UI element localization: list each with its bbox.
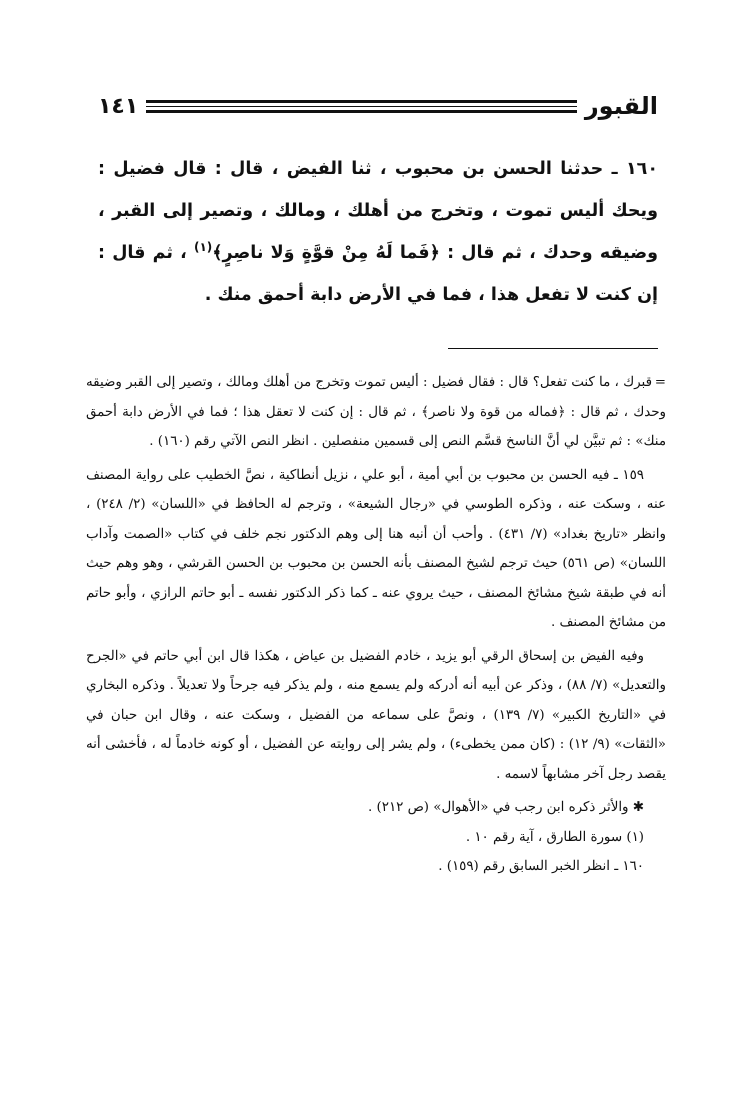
footnotes-section <box>86 368 666 882</box>
footnote-1: (١) سورة الطارق ، آية رقم ١٠ . <box>465 829 644 845</box>
note-continuation-text: قبرك ، ما كنت تفعل؟ قال : فقال فضيل : أليس تموت وتخرج من أهلك ومالك ، وتصير إلى القبر وضيقه وحدك ، ثم قال : ﴿فماله من قوة ولا ناصر﴾ ، ثم قال : إن كنت لا تعقل هذا ؛ فما في الأرض دابة أحمق منك» : ثم تبيَّن لي أنَّ الناسخ قسَّم النص إلى قسمين منفصلين . انظر النص الآتي رقم (١٦٠) . <box>86 375 666 449</box>
page-header <box>98 86 658 126</box>
note-160: ١٦٠ ـ انظر الخبر السابق رقم (١٥٩) . <box>438 859 644 874</box>
main-text <box>98 148 658 316</box>
footnote-ref: (١) <box>193 240 213 255</box>
main-text-part-1: ١٦٠ ـ حدثنا الحسن بن محبوب ، ثنا الفيض ، قال : قال فضيل : ويحك أليس تموت ، وتخرج من أهلك ، ومالك ، وتصير إلى القبر ، وضيقه وحدك ، ثم قال : ﴿فَما لَهُ مِنْ قوَّةٍ وَلا ناصِرٍ﴾ <box>98 159 658 263</box>
note-continuation <box>86 368 666 457</box>
note-faid: وفيه الفيض بن إسحاق الرقي أبو يزيد ، خادم الفضيل بن عياض ، هكذا قال ابن أبي حاتم في «الجرح والتعديل» (٧/ ٨٨) ، وذكر عن أبيه أنه أدركه ولم يسمع منه ، ولم يذكر فيه جرحاً ولا تعديلاً . وذكره البخاري في «التاريخ الكبير» (٧/ ١٣٩) ، ونصَّ على سماعه من الفضيل ، وسكت عنه ، وقال ابن حبان في «الثقات» (٩/ ١٢) : (كان ممن يخطىء) ، ولم يشر إلى روايته عن الفضيل ، أو كونه خادماً له ، فأخشى أنه يقصد رجل آخر مشابهاً لاسمه . <box>86 648 666 782</box>
footnote-divider <box>448 348 658 349</box>
header-rule <box>146 100 577 113</box>
athar-note: ✱ والأثر ذكره ابن رجب في «الأهوال» (ص ٢١٢) . <box>368 800 644 815</box>
main-text-part-2: ، ثم قال : إن كنت لا تفعل هذا ، فما في الأرض دابة أحمق منك . <box>98 243 658 305</box>
note-159: ١٥٩ ـ فيه الحسن بن محبوب بن أبي أمية ، أبو علي ، نزيل أنطاكية ، نصَّ الخطيب على رواية المصنف عنه ، وسكت عنه ، وذكره الطوسي في «رجال الشيعة» ، وترجم له الحافظ في «اللسان» (٢/ ٢٤٨) ، وانظر «تاريخ بغداد» (٧/ ٤٣١) . وأحب أن أنبه هنا إلى وهم الدكتور نجم خلف في كتاب «الصمت وآداب اللسان» (ص ٥٦١) حيث ترجم لشيخ المصنف بأنه الحسن بن محبوب بن الحسن القرشي ، وهو وهم حيث أنه في طبقة شيخ مشائخ المصنف ، حيث يروي عنه ـ كما ذكر الدكتور نفسه ـ أبو حاتم الرازي ، وأبو حاتم من مشائخ المصنف . <box>86 467 666 630</box>
continuation-mark: = <box>654 375 666 390</box>
running-title: القبور <box>584 92 658 120</box>
page-number: ١٤١ <box>98 93 139 119</box>
